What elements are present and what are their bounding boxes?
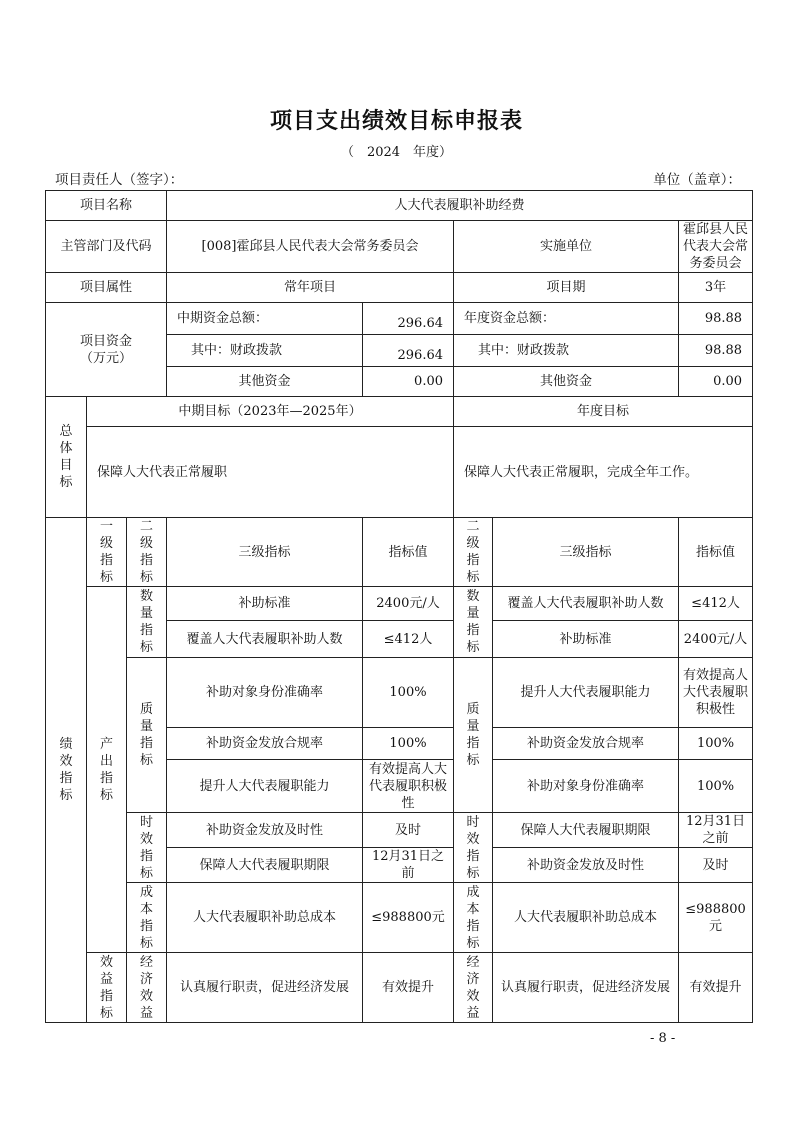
period-value: 3年	[679, 273, 753, 303]
economic-label: 经济效益	[127, 953, 167, 1023]
level3-header-right: 三级指标	[493, 518, 679, 587]
indicator-name-right: 人大代表履职补助总成本	[493, 883, 679, 953]
indicator-value-right: 及时	[679, 848, 753, 883]
benefit-indicators-label: 效益指标	[87, 953, 127, 1023]
level1-header: 一级指标	[87, 518, 127, 587]
indicator-name-right: 补助资金发放及时性	[493, 848, 679, 883]
performance-goal-table	[45, 190, 753, 1023]
indicator-value-right: 2400元/人	[679, 621, 753, 658]
indicator-value: 有效提高人大代表履职积极性	[363, 760, 454, 813]
indicator-name: 补助资金发放合规率	[167, 728, 363, 760]
indicator-name-right: 提升人大代表履职能力	[493, 658, 679, 728]
project-name-value: 人大代表履职补助经费	[167, 191, 753, 221]
indicator-name: 认真履行职责，促进经济发展	[167, 953, 363, 1023]
year-other-label: 其他资金	[454, 367, 679, 397]
cost-label: 成本指标	[127, 883, 167, 953]
indicator-name: 保障人大代表履职期限	[167, 848, 363, 883]
year-goal-text: 保障人大代表正常履职，完成全年工作。	[454, 427, 753, 518]
timeliness-label: 时效指标	[127, 813, 167, 883]
mid-fiscal-value: 296.64	[363, 335, 454, 367]
mid-total-label: 中期资金总额：	[167, 303, 363, 335]
indicator-name-right: 覆盖人大代表履职补助人数	[493, 587, 679, 621]
indicator-value: 2400元/人	[363, 587, 454, 621]
level2-header: 二级指标	[127, 518, 167, 587]
indicator-value: 及时	[363, 813, 454, 848]
indicator-name: 补助标准	[167, 587, 363, 621]
cost-label-right: 成本指标	[454, 883, 493, 953]
indicator-value-right: ≤988800元	[679, 883, 753, 953]
indicator-value: ≤988800元	[363, 883, 454, 953]
impl-unit-value: 霍邱县人民代表大会常务委员会	[679, 221, 753, 273]
responsible-person-label: 项目责任人（签字）：	[55, 172, 184, 188]
indicator-value: 12月31日之前	[363, 848, 454, 883]
indicator-name: 人大代表履职补助总成本	[167, 883, 363, 953]
level2-header-right: 二级指标	[454, 518, 493, 587]
year-goal-header: 年度目标	[454, 397, 753, 427]
indicator-name: 补助资金发放及时性	[167, 813, 363, 848]
quality-label: 质量指标	[127, 658, 167, 813]
mid-goal-header: 中期目标（2023年—2025年）	[87, 397, 454, 427]
attr-label: 项目属性	[46, 273, 167, 303]
year-fiscal-value: 98.88	[679, 335, 753, 367]
quantity-label-right: 数量指标	[454, 587, 493, 658]
indicator-name: 提升人大代表履职能力	[167, 760, 363, 813]
indicator-name-right: 补助资金发放合规率	[493, 728, 679, 760]
year-subtitle: （ 2024 年度）	[340, 145, 453, 160]
document-title: 项目支出绩效目标申报表	[269, 109, 523, 134]
performance-indicators-label: 绩效指标	[46, 518, 87, 1023]
timeliness-label-right: 时效指标	[454, 813, 493, 883]
indicator-name-right: 补助对象身份准确率	[493, 760, 679, 813]
overall-goal-label: 总体目标	[46, 397, 87, 518]
indicator-name-right: 补助标准	[493, 621, 679, 658]
economic-label-right: 经济效益	[454, 953, 493, 1023]
project-name-label: 项目名称	[46, 191, 167, 221]
dept-value: [008]霍邱县人民代表大会常务委员会	[167, 221, 454, 273]
indicator-value: ≤412人	[363, 621, 454, 658]
year-total-value: 98.88	[679, 303, 753, 335]
unit-seal-label: 单位（盖章）：	[653, 172, 741, 188]
mid-other-value: 0.00	[363, 367, 454, 397]
year-fiscal-label: 其中：财政拨款	[454, 335, 679, 367]
funds-label: 项目资金（万元）	[46, 303, 167, 397]
indicator-value-right: 12月31日之前	[679, 813, 753, 848]
indicator-value-right: 100%	[679, 760, 753, 813]
indicator-value-right: ≤412人	[679, 587, 753, 621]
value-header-right: 指标值	[679, 518, 753, 587]
year-other-value: 0.00	[679, 367, 753, 397]
mid-total-value: 296.64	[363, 303, 454, 335]
indicator-name: 覆盖人大代表履职补助人数	[167, 621, 363, 658]
period-label: 项目期	[454, 273, 679, 303]
indicator-value: 有效提升	[363, 953, 454, 1023]
mid-goal-text: 保障人大代表正常履职	[87, 427, 454, 518]
quantity-label: 数量指标	[127, 587, 167, 658]
indicator-value-right: 有效提升	[679, 953, 753, 1023]
value-header: 指标值	[363, 518, 454, 587]
output-indicators-label: 产出指标	[87, 587, 127, 953]
indicator-value-right: 100%	[679, 728, 753, 760]
indicator-value: 100%	[363, 728, 454, 760]
mid-other-label: 其他资金	[167, 367, 363, 397]
dept-label: 主管部门及代码	[46, 221, 167, 273]
year-total-label: 年度资金总额：	[454, 303, 679, 335]
attr-value: 常年项目	[167, 273, 454, 303]
indicator-name: 补助对象身份准确率	[167, 658, 363, 728]
indicator-name-right: 保障人大代表履职期限	[493, 813, 679, 848]
indicator-name-right: 认真履行职责，促进经济发展	[493, 953, 679, 1023]
level3-header: 三级指标	[167, 518, 363, 587]
page-number: - 8 -	[650, 1031, 676, 1046]
indicator-value-right: 有效提高人大代表履职积极性	[679, 658, 753, 728]
indicator-value: 100%	[363, 658, 454, 728]
impl-unit-label: 实施单位	[454, 221, 679, 273]
quality-label-right: 质量指标	[454, 658, 493, 813]
mid-fiscal-label: 其中：财政拨款	[167, 335, 363, 367]
